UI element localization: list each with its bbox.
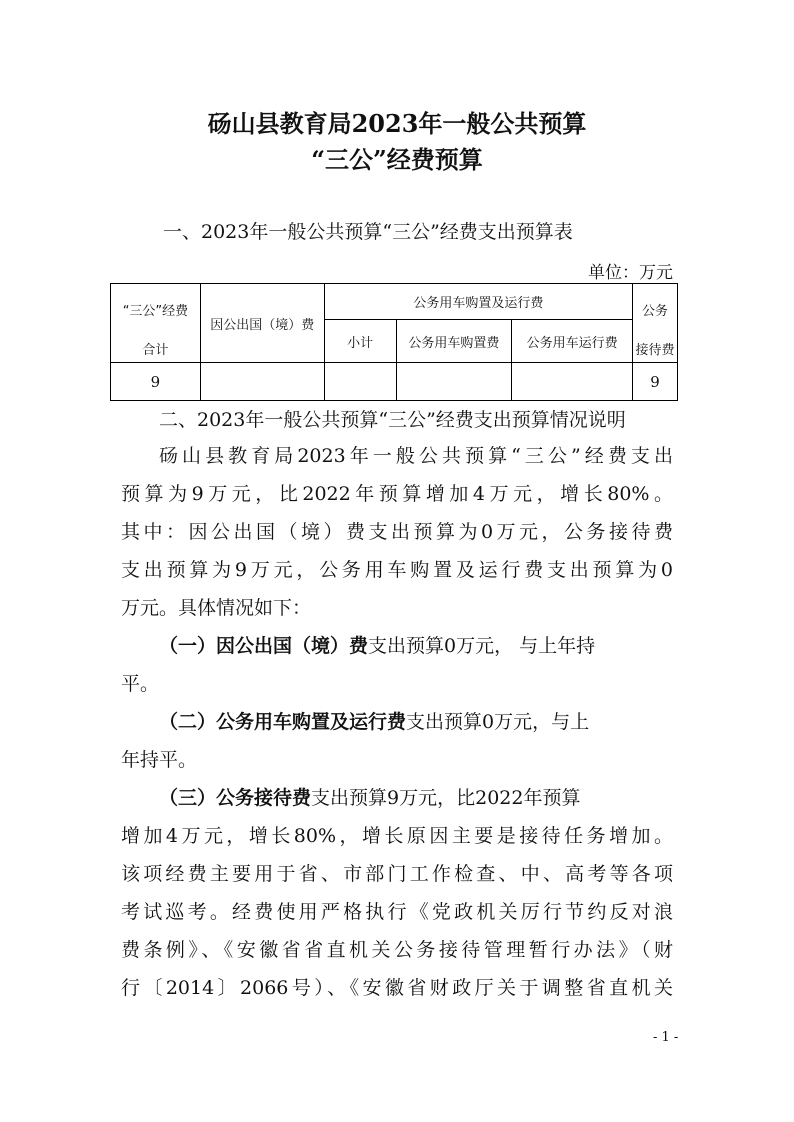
budget-table — [110, 283, 678, 401]
item-reception-line — [159, 780, 673, 816]
paragraph-line: 年持平。 — [121, 749, 198, 771]
item-reception-heading: （三）公务接待费 — [159, 787, 312, 809]
paragraph-line: 支出预算为9万元，公务用车购置及运行费支出预算为0 — [121, 559, 673, 581]
cell-abroad — [200, 363, 324, 401]
cell-subtotal — [324, 363, 396, 401]
item-vehicle-text: 支出预算0万元，与上 — [406, 711, 590, 733]
section-heading-explanation: 二、2023年一般公共预算“三公”经费支出预算情况说明 — [159, 409, 626, 431]
item-abroad-text: 支出预算0万元， 与上年持 — [368, 635, 596, 657]
unit-label: 单位：万元 — [588, 263, 673, 283]
page-number: - 1 - — [653, 1030, 679, 1045]
item-abroad-line — [159, 628, 673, 664]
cell-operation — [512, 363, 633, 401]
cell-total: 9 — [111, 363, 201, 401]
paragraph-line: 砀山县教育局2023年一般公共预算“三公”经费支出 — [159, 445, 673, 467]
item-reception-text: 支出预算9万元，比2022年预算 — [311, 787, 581, 809]
header-total-label-b: 合计 — [142, 343, 169, 358]
paragraph-line: 考试巡考。经费使用严格执行《党政机关厉行节约反对浪 — [121, 901, 673, 923]
header-vehicle: 公务用车购置及运行费 — [324, 284, 632, 320]
header-reception-label-b: 接待费 — [635, 343, 675, 358]
item-vehicle-line — [159, 704, 673, 740]
paragraph-line: 行〔2014〕2066号）、《安徽省财政厅关于调整省直机关 — [121, 977, 673, 999]
header-abroad: 因公出国（境）费 — [200, 284, 324, 363]
paragraph-line: 万元。具体情况如下： — [121, 597, 312, 619]
cell-purchase — [396, 363, 512, 401]
header-reception-cell — [633, 284, 678, 363]
header-total-label-a: “三公”经费 — [122, 304, 189, 319]
item-vehicle-heading: （二）公务用车购置及运行费 — [159, 711, 407, 733]
paragraph-line: 费条例》、《安徽省省直机关公务接待管理暂行办法》（财 — [121, 939, 673, 961]
paragraph-line: 该项经费主要用于省、市部门工作检查、中、高考等各项 — [121, 863, 673, 885]
document-subtitle: “三公”经费预算 — [311, 145, 483, 174]
paragraph-line: 预算为9万元，比2022年预算增加4万元，增长80%。 — [121, 483, 673, 505]
header-reception-label-a: 公务 — [642, 304, 669, 319]
section-heading-table: 一、2023年一般公共预算“三公”经费支出预算表 — [163, 221, 573, 243]
header-subtotal: 小计 — [324, 320, 396, 363]
cell-reception: 9 — [633, 363, 678, 401]
header-total-cell — [111, 284, 201, 363]
paragraph-line: 增加4万元，增长80%，增长原因主要是接待任务增加。 — [121, 825, 673, 847]
document-title: 砀山县教育局2023年一般公共预算 — [207, 109, 587, 138]
header-purchase: 公务用车购置费 — [396, 320, 512, 363]
paragraph-line: 其中：因公出国（境）费支出预算为0万元，公务接待费 — [121, 521, 673, 543]
header-operation: 公务用车运行费 — [512, 320, 633, 363]
item-abroad-heading: （一）因公出国（境）费 — [159, 635, 369, 657]
paragraph-line: 平。 — [121, 673, 160, 695]
